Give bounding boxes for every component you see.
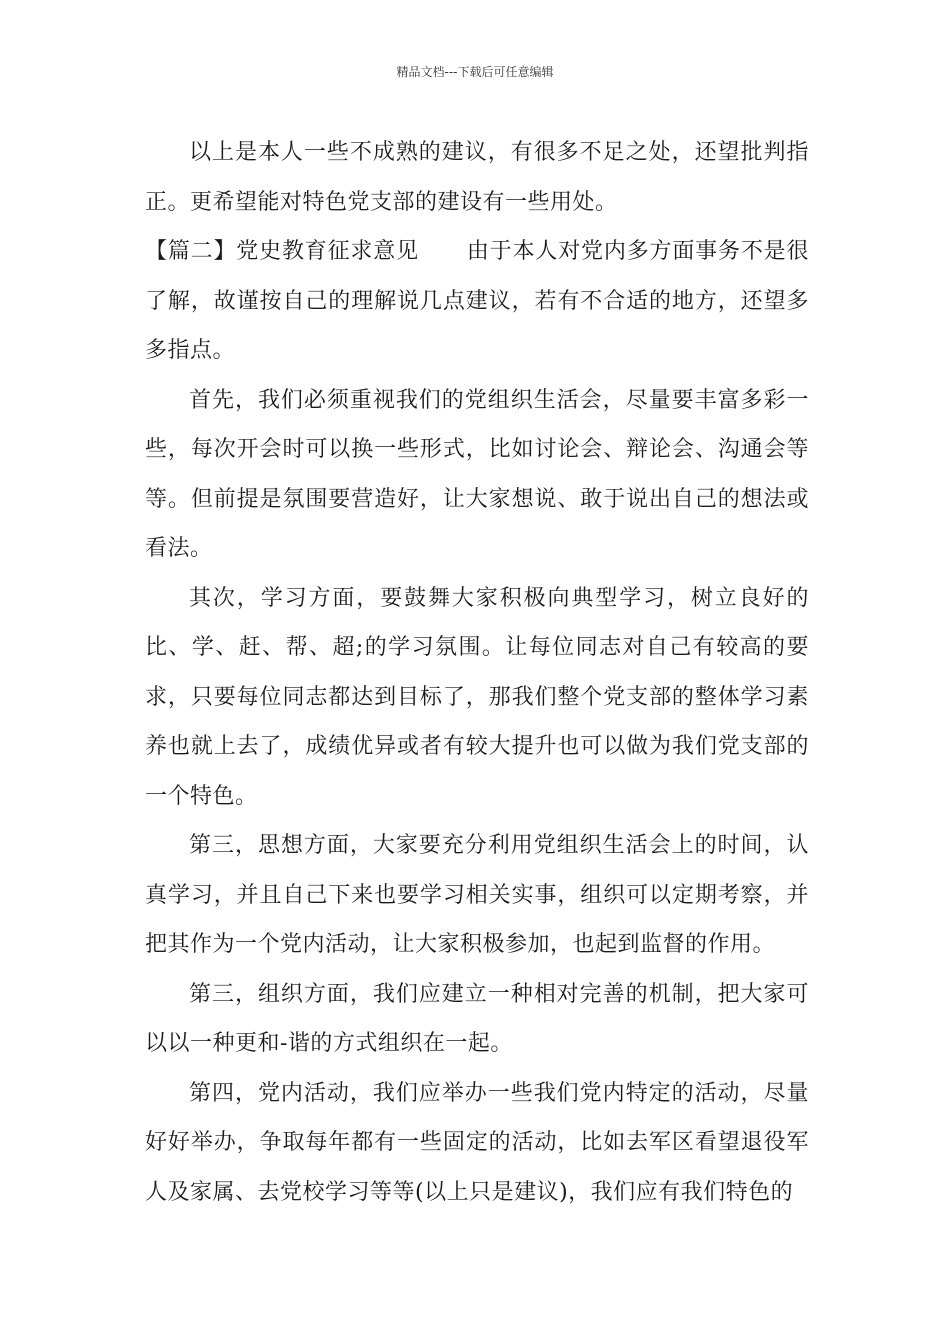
paragraph-third-thought: 第三，思想方面，大家要充分利用党组织生活会上的时间，认真学习，并且自己下来也要学习相关实事，组织可以定期考察，并把其作为一个党内活动，让大家积极参加，也起到监督的作用。 [145,833,809,957]
section-title: 【篇二】党史教育征求意见 [145,239,419,264]
paragraph-section-two [145,227,809,376]
document-body [145,128,809,1217]
section-intro-text: 由于本人对党内多方面事务不是很了解，故谨按自己的理解说几点建议，若有不合适的地方，还望多多指点。 [145,239,809,363]
page-header: 精品文档---下载后可任意编辑 [396,65,554,79]
paragraph-second: 其次，学习方面，要鼓舞大家积极向典型学习，树立良好的比、学、赶、帮、超;的学习氛围。让每位同志对自己有较高的要求，只要每位同志都达到目标了，那我们整个党支部的整体学习素养也就上去了，成绩优异或者有较大提升也可以做为我们党支部的一个特色。 [145,585,809,809]
paragraph-first: 首先，我们必须重视我们的党组织生活会，尽量要丰富多彩一些，每次开会时可以换一些形式，比如讨论会、辩论会、沟通会等等。但前提是氛围要营造好，让大家想说、敢于说出自己的想法或看法。 [145,387,809,561]
paragraph-conclusion: 以上是本人一些不成熟的建议，有很多不足之处，还望批判指正。更希望能对特色党支部的建设有一些用处。 [145,140,809,215]
paragraph-third-organization: 第三，组织方面，我们应建立一种相对完善的机制，把大家可以以一种更和-谐的方式组织在一起。 [145,981,809,1056]
paragraph-fourth: 第四，党内活动，我们应举办一些我们党内特定的活动，尽量好好举办，争取每年都有一些固定的活动，比如去军区看望退役军人及家属、去党校学习等等(以上只是建议)，我们应有我们特色的 [145,1080,809,1205]
